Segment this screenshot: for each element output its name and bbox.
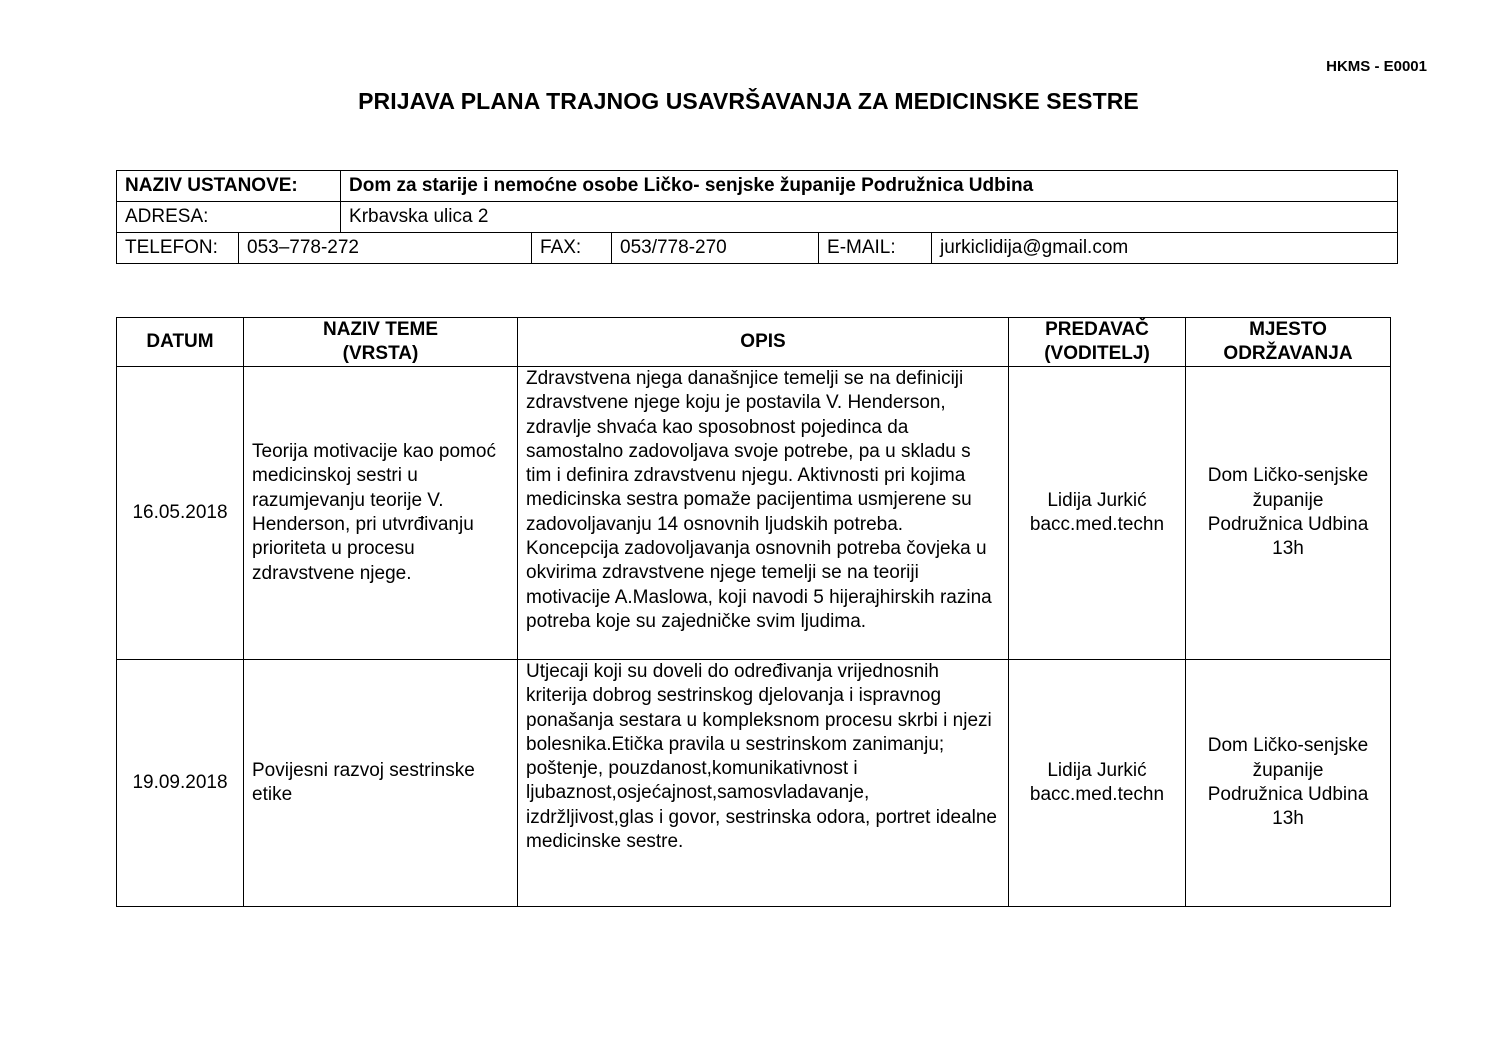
fax-value: 053/778-270: [612, 233, 819, 264]
address-label: ADRESA:: [117, 202, 341, 233]
table-row: [117, 660, 1391, 907]
contact-row: [117, 233, 1398, 264]
address-value: Krbavska ulica 2: [341, 202, 1398, 233]
row-topic: Povijesni razvoj sestrinske etike: [244, 660, 518, 907]
row-topic: Teorija motivacije kao pomoć medicinskoj sestri u razumjevanju teorije V. Henderson, pri utvrđivanju prioriteta u procesu zdravstvene njege.: [244, 367, 518, 660]
row-location: Dom Ličko-senjske županije Podružnica Udbina 13h: [1186, 367, 1391, 660]
phone-value: 053–778-272: [239, 233, 532, 264]
header-lecturer: PREDAVAČ (VODITELJ): [1009, 318, 1186, 367]
header-topic: NAZIV TEME (VRSTA): [244, 318, 518, 367]
institution-info-table: [116, 170, 1398, 264]
address-row: [117, 202, 1398, 233]
row-date: 19.09.2018: [117, 660, 244, 907]
institution-name-row: [117, 171, 1398, 202]
phone-label: TELEFON:: [117, 233, 239, 264]
fax-label: FAX:: [532, 233, 612, 264]
row-description: Utjecaji koji su doveli do određivanja vrijednosnih kriterija dobrog sestrinskog djelovanja i ispravnog ponašanja sestara u kompleksnom procesu skrbi i njezi bolesnika.Etička pravila u sestrinskom zanimanju; poštenje, pouzdanost,komunikativnost i ljubaznost,osjećajnost,samosvladavanje, izdržljivost,glas i govor, sestrinska odora, portret idealne medicinske sestre.: [518, 660, 1009, 907]
table-row: [117, 367, 1391, 660]
table-header-row: [117, 318, 1391, 367]
institution-name-label: NAZIV USTANOVE:: [117, 171, 341, 202]
row-lecturer: Lidija Jurkić bacc.med.techn: [1009, 367, 1186, 660]
header-location: MJESTO ODRŽAVANJA: [1186, 318, 1391, 367]
training-plan-table: [116, 317, 1391, 907]
row-date: 16.05.2018: [117, 367, 244, 660]
email-value: jurkiclidija@gmail.com: [932, 233, 1398, 264]
document-title: PRIJAVA PLANA TRAJNOG USAVRŠAVANJA ZA MEDICINSKE SESTRE: [358, 88, 1139, 114]
header-description: OPIS: [518, 318, 1009, 367]
row-location: Dom Ličko-senjske županije Podružnica Udbina 13h: [1186, 660, 1391, 907]
row-lecturer: Lidija Jurkić bacc.med.techn: [1009, 660, 1186, 907]
institution-name-value: Dom za starije i nemoćne osobe Ličko- senjske županije Podružnica Udbina: [341, 171, 1398, 202]
header-date: DATUM: [117, 318, 244, 367]
document-code: HKMS - E0001: [1326, 58, 1427, 75]
email-label: E-MAIL:: [819, 233, 932, 264]
row-description: Zdravstvena njega današnjice temelji se na definiciji zdravstvene njege koju je postavila V. Henderson, zdravlje shvaća kao sposobnost pojedinca da samostalno zadovoljava svoje potrebe, pa u skladu s tim i definira zdravstvenu njegu. Aktivnosti pri kojima medicinska sestra pomaže pacijentima usmjerene su zadovoljavanju 14 osnovnih ljudskih potreba. Koncepcija zadovoljavanja osnovnih potreba čovjeka u okvirima zdravstvene njege temelji se na teoriji motivacije A.Maslowa, koji navodi 5 hijerajhirskih razina potreba koje su zajedničke svim ljudima.: [518, 367, 1009, 660]
